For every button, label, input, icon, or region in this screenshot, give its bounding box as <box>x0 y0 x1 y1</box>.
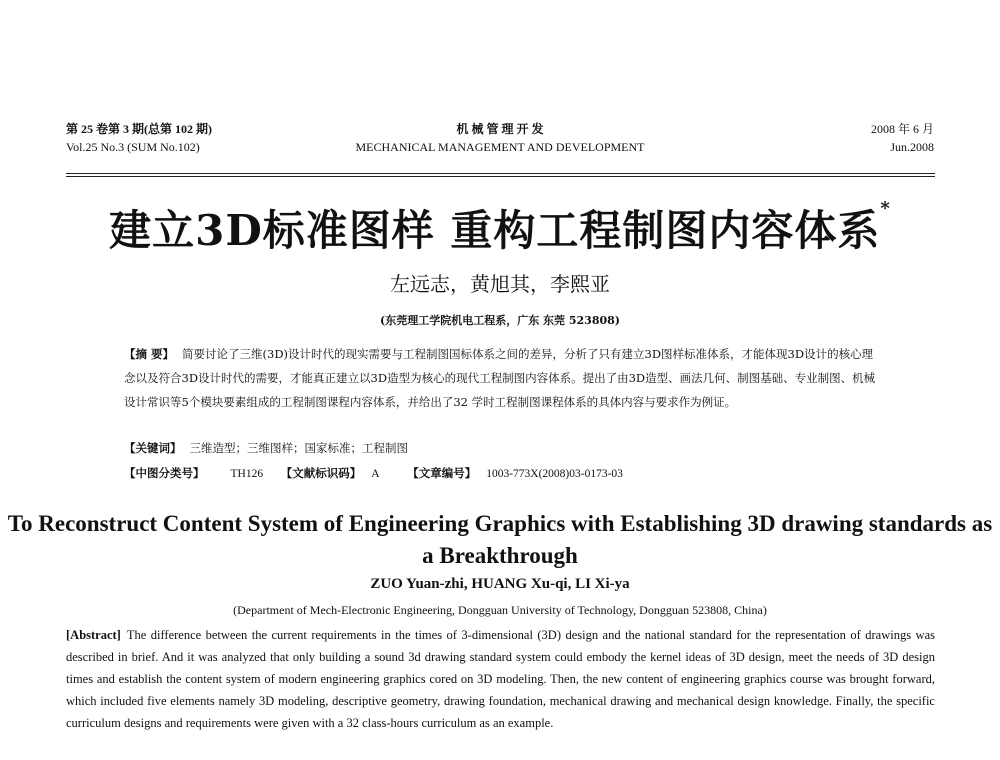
classification-line <box>124 465 637 481</box>
paper-title-cn-text: 建立3D标准图样 重构工程制图内容体系 <box>109 206 881 255</box>
keywords-cn-label: 【关键词】 <box>124 441 182 455</box>
doc-code-value: A <box>371 468 380 480</box>
paper-title-cn <box>0 198 1000 258</box>
header-journal-en: MECHANICAL MANAGEMENT AND DEVELOPMENT <box>355 140 645 154</box>
keywords-cn-text: 三维造型；三维图样；国家标准；工程制图 <box>189 441 408 455</box>
title-footnote-mark: * <box>880 198 891 219</box>
header-rule-thick <box>66 173 935 174</box>
affiliation-en: (Department of Mech-Electronic Engineering, Dongguan University of Technology, Dongguan 523808, China) <box>233 603 767 617</box>
doc-code-label: 【文献标识码】 <box>280 466 362 480</box>
article-no-label: 【文章编号】 <box>407 466 477 480</box>
keywords-cn <box>124 440 408 456</box>
header-date-cn: 2008 年 6 月 <box>870 122 934 136</box>
abstract-cn-text: 简要讨论了三维(3D)设计时代的现实需要与工程制图国标体系之间的差异，分析了只有建立3D图样标准体系，才能体现3D设计的核心理念以及符合3D设计时代的需要，才能真正建立以3D造型为核心的现代工程制图内容体系。提出了由3D造型、画法几何、制图基础、专业制图、机械设计常识等5个模块要素组成的工程制图课程内容体系，并给出了32 学时工程制图课程体系的具体内容与要求作为例证。 <box>124 347 876 409</box>
article-no-value: 1003-773X(2008)03-0173-03 <box>486 468 623 480</box>
cls-label: 【中图分类号】 <box>124 466 205 480</box>
authors-cn: 左远志，黄旭其，李熙亚 <box>390 272 610 296</box>
header-date-en: Jun.2008 <box>890 140 934 154</box>
cls-value: TH126 <box>230 468 264 480</box>
header-volume-cn: 第 25 卷第 3 期(总第 102 期) <box>66 122 212 136</box>
abstract-en-text: The difference between the current requirements in the times of 3-dimensional (3D) design and the national standard for the representation of drawings was described in brief. And it was analyzed that only building a sound 3d drawing standard system could embody the kernel ideas of 3D design, meet the needs of 3D design times and establish the content system of modern engineering graphics cored on 3D modeling. Then, the new content of engineering graphics course was brought forward, which included five elements namely 3D modeling, descriptive geometry, drawing foundation, mechanical drawing and mechanical design knowledge. Finally, the specific curriculum designs and requirements were given with a 32 class-hours curriculum as an example. <box>66 628 935 730</box>
paper-title-en: To Reconstruct Content System of Engineering Graphics with Establishing 3D drawing standards as a Breakthrough <box>7 511 993 568</box>
abstract-cn <box>124 342 884 414</box>
header-journal-cn: 机 械 管 理 开 发 <box>456 122 544 136</box>
abstract-cn-label: 【摘 要】 <box>124 347 175 361</box>
authors-en: ZUO Yuan-zhi, HUANG Xu-qi, LI Xi-ya <box>370 576 630 592</box>
header-rule-thin <box>66 176 935 177</box>
abstract-en-label: [Abstract] <box>66 628 121 642</box>
abstract-en <box>66 624 935 734</box>
affiliation-cn: (东莞理工学院机电工程系，广东 东莞 523808) <box>380 314 620 327</box>
header-volume-en: Vol.25 No.3 (SUM No.102) <box>66 140 200 154</box>
